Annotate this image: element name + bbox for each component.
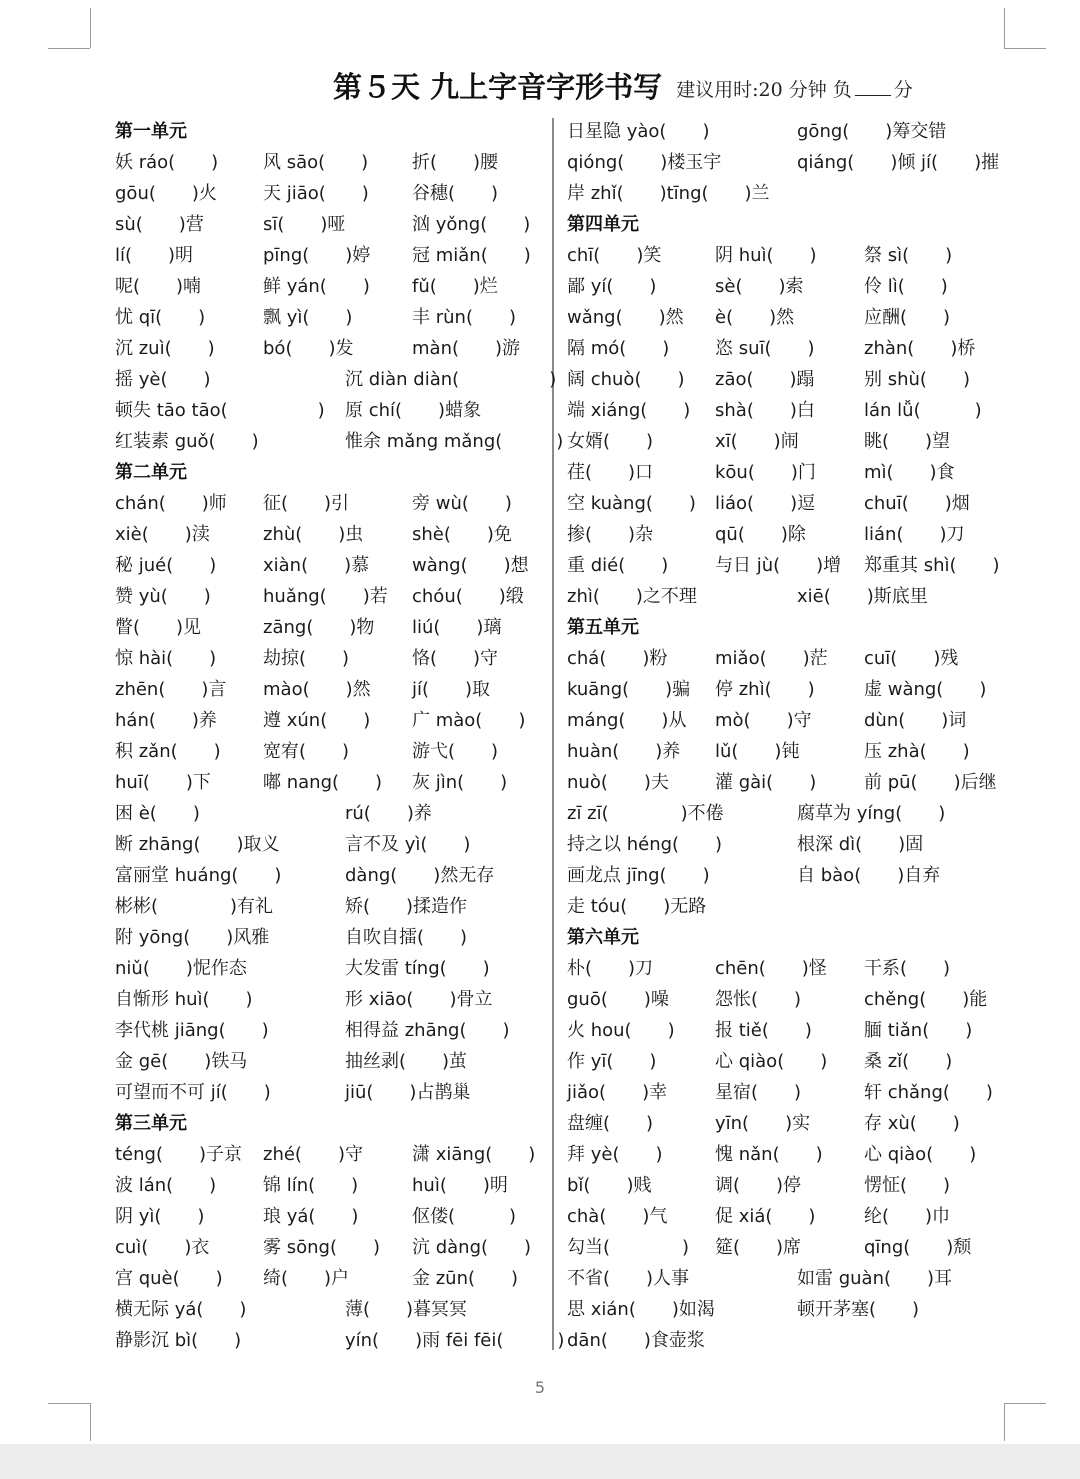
fill-in-item[interactable]: 勾当( ) [567,1237,690,1258]
fill-in-item[interactable]: 伛偻( ) [412,1206,517,1227]
fill-in-item[interactable]: 存 xù( ) [864,1113,960,1134]
unit-heading: 第六单元 [567,927,639,948]
score-unit: 分 [893,79,913,101]
fill-in-item[interactable]: kōu( )门 [715,462,816,483]
fill-in-item[interactable]: 静影沉 bì( ) [115,1330,242,1351]
exercise-row [567,581,997,612]
fill-in-item[interactable]: lián( )刀 [864,524,965,545]
fill-in-item[interactable]: 自惭形 huì( ) [115,989,253,1010]
exercise-row [567,1015,997,1046]
exercise-row [567,457,997,488]
exercise-row [567,767,997,798]
fill-in-item[interactable]: xiàn( )慕 [263,555,370,576]
unit-heading: 第一单元 [115,121,187,142]
left-column [115,116,565,1356]
exercise-row [115,1139,543,1170]
exercise-row [115,550,543,581]
fill-in-item[interactable]: sè( )索 [715,276,804,297]
fill-in-item[interactable]: 女婿( ) [567,431,654,452]
exercise-row [567,1170,997,1201]
fill-in-item[interactable]: sù( )营 [115,214,204,235]
fill-in-item[interactable]: 画龙点 jīng( ) [567,865,710,886]
fill-in-item[interactable]: pīng( )婷 [263,245,371,266]
fill-in-item[interactable]: 荏( )口 [567,462,654,483]
exercise-row [115,674,543,705]
fill-in-item[interactable]: huī( )下 [115,772,211,793]
fill-in-item[interactable]: 自吹自擂( ) [345,927,468,948]
fill-in-item[interactable]: zhù( )虫 [263,524,364,545]
crop-mark-bottom-left [90,1403,91,1441]
fill-in-item[interactable]: 汹 yǒng( ) [412,214,531,235]
exercise-row [115,736,543,767]
fill-in-item[interactable]: chěng( )能 [864,989,988,1010]
fill-in-item[interactable]: 盘缠( ) [567,1113,654,1134]
fill-in-item[interactable]: 端 xiáng( ) [567,400,691,421]
fill-in-item[interactable]: cuì( )衣 [115,1237,210,1258]
fill-in-item[interactable]: 旁 wù( ) [412,493,512,514]
fill-in-item[interactable]: 岸 zhǐ( )tīng( )兰 [567,183,770,204]
fill-in-item[interactable]: 愧 nǎn( ) [715,1144,823,1165]
exercise-row [567,488,997,519]
fill-in-item[interactable]: 自 bào( )自弃 [797,865,941,886]
fill-in-item[interactable]: 伶 lì( ) [864,276,948,297]
fill-in-item[interactable]: 调( )停 [715,1175,802,1196]
fill-in-item[interactable]: 广 mào( ) [412,710,526,731]
fill-in-item[interactable]: 李代桃 jiāng( ) [115,1020,269,1041]
crop-mark-top-right [1004,48,1046,49]
fill-in-item[interactable]: 心 qiào( ) [864,1144,977,1165]
fill-in-item[interactable]: dàng( )然无存 [345,865,495,886]
fill-in-item[interactable]: mò( )守 [715,710,812,731]
fill-in-item[interactable]: fǔ( )烂 [412,276,498,297]
exercise-row [567,953,997,984]
fill-in-item[interactable]: 筵( )席 [715,1237,802,1258]
exercise-row [115,612,543,643]
fill-in-item[interactable]: bó( )发 [263,338,354,359]
exercise-row [115,147,543,178]
fill-in-item[interactable]: 附 yōng( )风雅 [115,927,270,948]
fill-in-item[interactable]: 掺( )杂 [567,524,654,545]
exercise-row [115,984,543,1015]
suggested-time-text: 建议用时:20 分钟 负 [676,79,852,101]
fill-in-item[interactable]: 怨怅( ) [715,989,802,1010]
fill-in-item[interactable]: qiáng( )倾 jí( )摧 [797,152,1000,173]
fill-in-item[interactable]: 灰 jìn( ) [412,772,508,793]
fill-in-item[interactable]: 宽宥( ) [263,741,350,762]
fill-in-item[interactable]: 心 qiào( ) [715,1051,828,1072]
fill-in-item[interactable]: 前 pū( )后继 [864,772,997,793]
exercise-row [567,705,997,736]
exercise-row [567,333,997,364]
fill-in-item[interactable]: 遵 xún( ) [263,710,371,731]
exercise-row [115,829,543,860]
fill-in-item[interactable]: 矫( )揉造作 [345,896,468,917]
fill-in-item[interactable]: 薄( )暮冥冥 [345,1299,468,1320]
fill-in-item[interactable]: 大发雷 tíng( ) [345,958,490,979]
exercise-row [115,302,543,333]
fill-in-item[interactable]: 彬彬( )有礼 [115,896,274,917]
fill-in-item[interactable]: chá( )粉 [567,648,668,669]
fill-in-item[interactable]: 金 gē( )铁马 [115,1051,248,1072]
fill-in-item[interactable]: 游弋( ) [412,741,499,762]
exercise-row [567,1232,997,1263]
fill-in-item[interactable]: 横无际 yá( ) [115,1299,247,1320]
fill-in-item[interactable]: zī zī( )不倦 [567,803,724,824]
fill-in-item[interactable]: 赞 yù( ) [115,586,211,607]
fill-in-item[interactable]: 干系( ) [864,958,951,979]
fill-in-item[interactable]: 可望而不可 jí( ) [115,1082,271,1103]
fill-in-item[interactable]: 压 zhà( ) [864,741,970,762]
fill-in-item[interactable]: gōng( )筹交错 [797,121,947,142]
fill-in-item[interactable]: qióng( )楼玉宇 [567,152,722,173]
fill-in-item[interactable]: huàn( )养 [567,741,681,762]
fill-in-item[interactable]: 纶( )巾 [864,1206,951,1227]
fill-in-item[interactable]: 根深 dì( )固 [797,834,924,855]
suggested-time-note [676,75,913,106]
fill-in-item[interactable]: guō( )噪 [567,989,669,1010]
fill-in-item[interactable]: 潇 xiāng( ) [412,1144,536,1165]
exercise-row [115,1077,543,1108]
fill-in-item[interactable]: 隔 mó( ) [567,338,670,359]
fill-in-item[interactable]: 愣怔( ) [864,1175,951,1196]
fill-in-item[interactable]: 停 zhì( ) [715,679,815,700]
fill-in-item[interactable]: 绮( )户 [263,1268,350,1289]
fill-in-item[interactable]: 冠 miǎn( ) [412,245,531,266]
fill-in-item[interactable]: huì( )明 [412,1175,508,1196]
fill-in-item[interactable]: zhì( )之不理 [567,586,697,607]
exercise-row [567,550,1000,581]
fill-in-item[interactable]: 原 chí( )蜡象 [345,400,482,421]
exercise-row [567,1201,997,1232]
fill-in-item[interactable]: 困 è( ) [115,803,200,824]
exercise-row [115,395,543,426]
fill-in-item[interactable]: 波 lán( ) [115,1175,217,1196]
exercise-row [115,364,557,395]
fill-in-item[interactable]: 拜 yè( ) [567,1144,663,1165]
exercise-row [567,1325,997,1356]
fill-in-item[interactable]: 恪( )守 [412,648,499,669]
crop-mark-bottom-right [1004,1403,1005,1441]
exercise-row [567,860,997,891]
fill-in-item[interactable]: qīng( )颓 [864,1237,972,1258]
fill-in-item[interactable]: 飘 yì( ) [263,307,353,328]
fill-in-item[interactable]: 呢( )喃 [115,276,202,297]
fill-in-item[interactable]: màn( )游 [412,338,521,359]
score-blank-line[interactable] [855,79,891,96]
fill-in-item[interactable]: 与日 jù( )增 [715,555,842,576]
fill-in-item[interactable]: 顿开茅塞( ) [797,1299,920,1320]
exercise-row [115,705,543,736]
exercise-row [567,1263,997,1294]
fill-in-item[interactable]: 顿失 tāo tāo( ) [115,400,325,421]
fill-in-item[interactable]: 积 zǎn( ) [115,741,221,762]
right-column [567,116,1000,1356]
fill-in-item[interactable]: zhēn( )言 [115,679,227,700]
fill-in-item[interactable]: 重 dié( ) [567,555,669,576]
fill-in-item[interactable]: 星宿( ) [715,1082,802,1103]
crop-mark-top-right [1004,8,1005,48]
fill-in-item[interactable]: xiē( )斯底里 [797,586,928,607]
exercise-row [115,643,543,674]
fill-in-item[interactable]: 劫掠( ) [263,648,350,669]
fill-in-item[interactable]: chóu( )缎 [412,586,524,607]
fill-in-item[interactable]: wàng( )想 [412,555,529,576]
fill-in-item[interactable]: shà( )白 [715,400,815,421]
fill-in-item[interactable]: 风 sāo( ) [263,152,369,173]
fill-in-item[interactable]: 走 tóu( )无路 [567,896,707,917]
exercise-row [115,953,543,984]
fill-in-item[interactable]: téng( )子京 [115,1144,243,1165]
fill-in-item[interactable]: jiǎo( )幸 [567,1082,668,1103]
fill-in-item[interactable]: qū( )除 [715,524,806,545]
fill-in-item[interactable]: 秘 jué( ) [115,555,217,576]
unit-heading: 第五单元 [567,617,639,638]
fill-in-item[interactable]: 沆 dàng( ) [412,1237,532,1258]
fill-in-item[interactable]: sī( )哑 [263,214,346,235]
fill-in-item[interactable]: 火 hou( ) [567,1020,675,1041]
exercise-row [115,581,543,612]
fill-in-item[interactable]: 虚 wàng( ) [864,679,987,700]
fill-in-item[interactable]: miǎo( )茫 [715,648,828,669]
fill-in-item[interactable]: 眺( )望 [864,431,951,452]
fill-in-item[interactable]: 相得益 zhāng( ) [345,1020,510,1041]
page-title: 第５天 九上字音字形书写 [333,70,663,104]
fill-in-item[interactable]: 断 zhāng( )取义 [115,834,280,855]
fill-in-item[interactable]: jiū( )占鹊巢 [345,1082,471,1103]
crop-mark-bottom-left [48,1403,90,1404]
exercise-row [567,736,997,767]
exercise-row [567,147,1000,178]
fill-in-item[interactable]: 锦 lín( ) [263,1175,359,1196]
exercise-row [567,116,997,147]
fill-in-item[interactable]: 鲜 yán( ) [263,276,370,297]
exercise-row [567,829,997,860]
column-divider [552,118,554,1350]
exercise-row [115,178,543,209]
fill-in-item[interactable]: 不省( )人事 [567,1268,690,1289]
fill-in-item[interactable]: hán( )养 [115,710,217,731]
exercise-row [115,1170,543,1201]
fill-in-item[interactable]: 忧 qī( ) [115,307,206,328]
exercise-row [567,674,997,705]
fill-in-item[interactable]: yín( )雨 fēi fēi( ) [345,1330,565,1351]
fill-in-item[interactable]: 别 shù( ) [864,369,970,390]
fill-in-item[interactable]: jí( )取 [412,679,491,700]
fill-in-item[interactable]: 宫 què( ) [115,1268,223,1289]
exercise-row [115,798,543,829]
fill-in-item[interactable]: 富丽堂 huáng( ) [115,865,282,886]
fill-in-item[interactable]: 鄙 yí( ) [567,276,657,297]
exercise-row [115,891,543,922]
fill-in-item[interactable]: 雾 sōng( ) [263,1237,380,1258]
exercise-row [115,519,543,550]
fill-in-item[interactable]: 征( )引 [263,493,350,514]
fill-in-item[interactable]: 轩 chǎng( ) [864,1082,993,1103]
fill-in-item[interactable]: chēn( )怪 [715,958,827,979]
fill-in-item[interactable]: 朴( )刀 [567,958,654,979]
fill-in-item[interactable]: zhé( )守 [263,1144,363,1165]
exercise-row [567,302,997,333]
exercise-row [115,1201,543,1232]
fill-in-item[interactable]: zāng( )物 [263,617,375,638]
fill-in-item[interactable]: 腼 tiǎn( ) [864,1020,973,1041]
fill-in-item[interactable]: 报 tiě( ) [715,1020,812,1041]
fill-in-item[interactable]: 阴 huì( ) [715,245,817,266]
exercise-row [115,209,543,240]
fill-in-item[interactable]: è( )然 [715,307,795,328]
exercise-row [115,1046,543,1077]
fill-in-item[interactable]: 折( )腰 [412,152,499,173]
fill-in-item[interactable]: liú( )璃 [412,617,502,638]
fill-in-item[interactable]: zhàn( )桥 [864,338,976,359]
fill-in-item[interactable]: 言不及 yì( ) [345,834,471,855]
exercise-row [567,1294,997,1325]
fill-in-item[interactable]: liáo( )逗 [715,493,816,514]
fill-in-item[interactable]: 空 kuàng( ) [567,493,696,514]
fill-in-item[interactable]: mì( )食 [864,462,955,483]
fill-in-item[interactable]: lí( )明 [115,245,194,266]
fill-in-item[interactable]: 瞥( )见 [115,617,202,638]
fill-in-item[interactable]: 妖 ráo( ) [115,152,219,173]
crop-mark-bottom-right [1004,1403,1046,1404]
fill-in-item[interactable]: 惟余 mǎng mǎng( ) [345,431,564,452]
exercise-row [567,426,997,457]
exercise-row [115,1294,543,1325]
fill-in-item[interactable]: 郑重其 shì( ) [864,555,1000,576]
fill-in-item[interactable]: xiè( )渎 [115,524,210,545]
fill-in-item[interactable]: 丰 rùn( ) [412,307,516,328]
fill-in-item[interactable]: 持之以 héng( ) [567,834,723,855]
fill-in-item[interactable]: 作 yī( ) [567,1051,657,1072]
fill-in-item[interactable]: 腐草为 yíng( ) [797,803,946,824]
fill-in-item[interactable]: chī( )笑 [567,245,662,266]
fill-in-item[interactable]: 思 xián( )如渴 [567,1299,715,1320]
fill-in-item[interactable]: 恣 suī( ) [715,338,815,359]
fill-in-item[interactable]: dùn( )词 [864,710,967,731]
exercise-row [115,860,543,891]
unit-heading: 第三单元 [115,1113,187,1134]
exercise-row [115,240,543,271]
fill-in-item[interactable]: 灌 gài( ) [715,772,817,793]
fill-in-item[interactable]: 嘟 nang( ) [263,772,383,793]
exercise-row [567,271,997,302]
fill-in-item[interactable]: 如雷 guàn( )耳 [797,1268,953,1289]
exercise-row [567,364,997,395]
fill-in-item[interactable]: 天 jiāo( ) [263,183,369,204]
fill-in-item[interactable]: niǔ( )怩作态 [115,958,247,979]
exercise-row [115,333,543,364]
exercise-row [115,426,564,457]
exercise-row [567,891,997,922]
fill-in-item[interactable]: 惊 hài( ) [115,648,217,669]
fill-in-item[interactable]: nuò( )夫 [567,772,669,793]
exercise-row [567,240,997,271]
fill-in-item[interactable]: chán( )师 [115,493,227,514]
fill-in-item[interactable]: huǎng( )若 [263,586,388,607]
fill-in-item[interactable]: 祭 sì( ) [864,245,953,266]
fill-in-item[interactable]: lán lǚ( ) [864,400,982,421]
exercise-row [115,488,543,519]
exercise-row [567,1139,997,1170]
fill-in-item[interactable]: 金 zūn( ) [412,1268,519,1289]
exercise-row [115,1325,565,1356]
fill-in-item[interactable]: lǔ( )钝 [715,741,800,762]
fill-in-item[interactable]: yīn( )实 [715,1113,811,1134]
unit-heading: 第四单元 [567,214,639,235]
fill-in-item[interactable]: 红装素 guǒ( ) [115,431,259,452]
fill-in-item[interactable]: dān( )食壶浆 [567,1330,705,1351]
page-number: 5 [534,1378,546,1397]
fill-in-item[interactable]: 摇 yè( ) [115,369,211,390]
exercise-row [115,1015,543,1046]
exercise-row [567,395,997,426]
crop-mark-top-left [48,48,90,49]
fill-in-item[interactable]: 沉 diàn diàn( ) [345,369,557,390]
exercise-row [567,1046,997,1077]
exercise-row [115,922,543,953]
fill-in-item[interactable]: 阴 yì( ) [115,1206,205,1227]
fill-in-item[interactable]: 抽丝剥( )茧 [345,1051,468,1072]
exercise-row [567,798,997,829]
exercise-row [567,519,997,550]
crop-mark-top-left [90,8,91,48]
exercise-row [115,767,543,798]
fill-in-item[interactable]: 应酬( ) [864,307,951,328]
fill-in-item[interactable]: gōu( )火 [115,183,217,204]
fill-in-item[interactable]: 琅 yá( ) [263,1206,359,1227]
fill-in-item[interactable]: rú( )养 [345,803,432,824]
fill-in-item[interactable]: 日星隐 yào( ) [567,121,710,142]
fill-in-item[interactable]: 阔 chuò( ) [567,369,685,390]
fill-in-item[interactable]: 形 xiāo( )骨立 [345,989,493,1010]
exercise-row [115,271,543,302]
fill-in-item[interactable]: cuī( )残 [864,648,959,669]
unit-heading: 第二单元 [115,462,187,483]
fill-in-item[interactable]: xī( )闹 [715,431,799,452]
fill-in-item[interactable]: zāo( )蹋 [715,369,815,390]
fill-in-item[interactable]: bǐ( )贱 [567,1175,652,1196]
exercise-row [115,1232,543,1263]
exercise-row [567,643,997,674]
exercise-row [567,1077,997,1108]
page-header [333,62,913,106]
fill-in-item[interactable]: chuī( )烟 [864,493,970,514]
exercise-row [567,178,997,209]
fill-in-item[interactable]: chà( )气 [567,1206,668,1227]
fill-in-item[interactable]: 促 xiá( ) [715,1206,816,1227]
exercise-row [567,984,997,1015]
fill-in-item[interactable]: 桑 zǐ( ) [864,1051,953,1072]
exercise-row [115,1263,543,1294]
fill-in-item[interactable]: mào( )然 [263,679,371,700]
fill-in-item[interactable]: 沉 zuì( ) [115,338,215,359]
fill-in-item[interactable]: kuāng( )骗 [567,679,691,700]
fill-in-item[interactable]: shè( )免 [412,524,512,545]
fill-in-item[interactable]: 谷穗( ) [412,183,499,204]
fill-in-item[interactable]: máng( )从 [567,710,687,731]
fill-in-item[interactable]: wǎng( )然 [567,307,684,328]
exercise-row [567,1108,997,1139]
